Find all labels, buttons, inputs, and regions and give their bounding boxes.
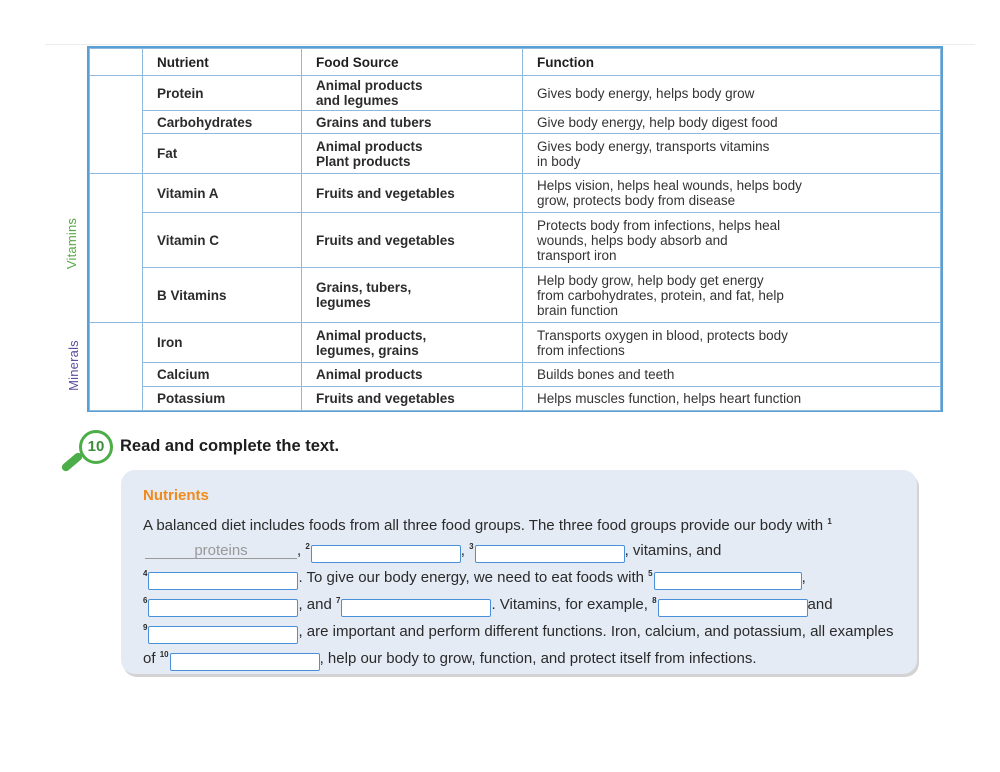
group-cell-macros bbox=[90, 76, 143, 174]
function-cell: Helps muscles function, helps heart function bbox=[523, 387, 941, 411]
text-segment: . To give our body energy, we need to eat foods with bbox=[298, 569, 644, 586]
table-row bbox=[90, 323, 941, 363]
table-row bbox=[90, 174, 941, 213]
text-segment: , and bbox=[298, 596, 332, 613]
table-row bbox=[90, 387, 941, 411]
function-cell: Gives body energy, helps body grow bbox=[523, 76, 941, 111]
group-cell-minerals bbox=[90, 323, 143, 411]
nutrient-cell: Fat bbox=[143, 134, 302, 174]
function-cell: Helps vision, helps heal wounds, helps body grow, protects body from disease bbox=[523, 174, 941, 213]
text-segment: , are important and perform different functions. Iron, calcium, and potassium, all examples of bbox=[143, 623, 894, 667]
function-cell: Protects body from infections, helps heal wounds, helps body absorb and transport iron bbox=[523, 213, 941, 268]
nutrient-cell: Iron bbox=[143, 323, 302, 363]
blank-number: 2 bbox=[305, 542, 310, 551]
sample-answer: proteins bbox=[145, 543, 297, 559]
answer-input-8[interactable] bbox=[658, 599, 808, 617]
source-cell: Animal products and legumes bbox=[302, 76, 523, 111]
blank-number: 7 bbox=[336, 596, 341, 605]
group-column-header bbox=[90, 49, 143, 76]
exercise-title: Nutrients bbox=[143, 487, 209, 504]
table-row bbox=[90, 111, 941, 134]
answer-input-10[interactable] bbox=[170, 653, 320, 671]
nutrient-cell: Potassium bbox=[143, 387, 302, 411]
text-segment: . Vitamins, for example, bbox=[491, 596, 648, 613]
answer-input-6[interactable] bbox=[148, 599, 298, 617]
table-row bbox=[90, 213, 941, 268]
table-row bbox=[90, 76, 941, 111]
blank-number: 3 bbox=[469, 542, 474, 551]
blank-number: 9 bbox=[143, 623, 148, 632]
function-cell: Gives body energy, transports vitamins in body bbox=[523, 134, 941, 174]
nutrient-table bbox=[87, 46, 943, 412]
answer-input-7[interactable] bbox=[341, 599, 491, 617]
table-row bbox=[90, 268, 941, 323]
answer-input-9[interactable] bbox=[148, 626, 298, 644]
answer-input-3[interactable] bbox=[475, 545, 625, 563]
top-rule bbox=[45, 44, 975, 45]
text-segment: A balanced diet includes foods from all three food groups. The three food groups provide our body with bbox=[143, 517, 824, 534]
nutrient-cell: B Vitamins bbox=[143, 268, 302, 323]
nutrient-cell: Protein bbox=[143, 76, 302, 111]
text-segment: , bbox=[297, 542, 302, 559]
blank-number: 8 bbox=[652, 596, 657, 605]
function-cell: Builds bones and teeth bbox=[523, 363, 941, 387]
activity-instruction: Read and complete the text. bbox=[120, 437, 340, 455]
answer-input-4[interactable] bbox=[148, 572, 298, 590]
source-cell: Grains and tubers bbox=[302, 111, 523, 134]
nutrient-cell: Calcium bbox=[143, 363, 302, 387]
blank-number: 5 bbox=[648, 569, 653, 578]
answer-input-5[interactable] bbox=[654, 572, 802, 590]
function-cell: Help body grow, help body get energy from carbohydrates, protein, and fat, help brain function bbox=[523, 268, 941, 323]
source-cell: Animal products bbox=[302, 363, 523, 387]
blank-number: 4 bbox=[143, 569, 148, 578]
header-nutrient: Nutrient bbox=[143, 49, 302, 76]
nutrient-cell: Vitamin A bbox=[143, 174, 302, 213]
activity-number-badge: 10 bbox=[79, 430, 113, 464]
nutrient-table-grid bbox=[89, 48, 941, 411]
blank-number: 6 bbox=[143, 596, 148, 605]
text-segment: , vitamins, and bbox=[624, 542, 722, 559]
source-cell: Animal products Plant products bbox=[302, 134, 523, 174]
function-cell: Transports oxygen in blood, protects body from infections bbox=[523, 323, 941, 363]
group-cell-vitamins bbox=[90, 174, 143, 323]
source-cell: Fruits and vegetables bbox=[302, 213, 523, 268]
source-cell: Fruits and vegetables bbox=[302, 387, 523, 411]
header-food-source: Food Source bbox=[302, 49, 523, 76]
blank-number: 1 bbox=[827, 517, 832, 526]
table-row bbox=[90, 363, 941, 387]
header-function: Function bbox=[523, 49, 941, 76]
source-cell: Animal products, legumes, grains bbox=[302, 323, 523, 363]
exercise-paragraph: A balanced diet includes foods from all three food groups. The three food groups provide our body with $^1$proteins , $^2$ , $^3$ , vitamins, and $^4$ . To give our body energy, we need to eat foods with $^5$ , $^6$ , and $^7$ . Vitamins, for example, $^8$ and $^9$ , are important and perform different functions. Iron, calcium, and potassium, all examples of $^{10}$ , help our body to grow, function, and protect itself from infections. bbox=[143, 511, 903, 671]
minerals-group-label: Minerals bbox=[65, 340, 81, 391]
table-header-row bbox=[90, 49, 941, 76]
nutrient-cell: Carbohydrates bbox=[143, 111, 302, 134]
source-cell: Grains, tubers, legumes bbox=[302, 268, 523, 323]
function-cell: Give body energy, help body digest food bbox=[523, 111, 941, 134]
table-row bbox=[90, 134, 941, 174]
text-segment: , help our body to grow, function, and protect itself from infections. bbox=[319, 650, 757, 667]
answer-input-2[interactable] bbox=[311, 545, 461, 563]
blank-number: 10 bbox=[159, 650, 169, 659]
source-cell: Fruits and vegetables bbox=[302, 174, 523, 213]
text-segment: , bbox=[801, 569, 806, 586]
vitamins-group-label: Vitamins bbox=[64, 217, 80, 270]
nutrient-cell: Vitamin C bbox=[143, 213, 302, 268]
text-segment: and bbox=[807, 596, 833, 613]
